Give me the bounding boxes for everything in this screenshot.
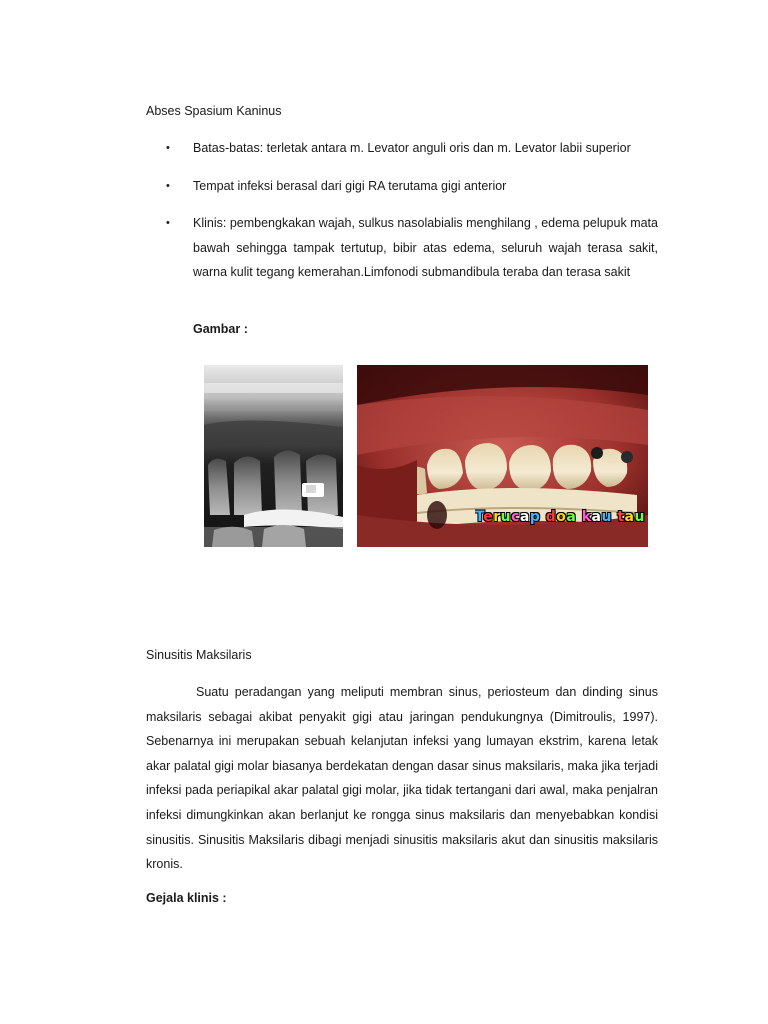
overlay-text: [475, 509, 645, 525]
overlay-letter: T: [475, 509, 484, 525]
bullet-list: [166, 136, 658, 298]
overlay-letter: e: [483, 509, 494, 525]
overlay-letter: d: [545, 509, 557, 525]
overlay-letter: u: [601, 509, 612, 525]
overlay-letter: u: [634, 509, 645, 525]
section-title-sinusitis-maksilaris: Sinusitis Maksilaris: [146, 648, 252, 662]
bullet-text: Tempat infeksi berasal dari gigi RA terutama gigi anterior: [193, 178, 507, 193]
overlay-letter: p: [529, 509, 541, 525]
overlay-letter: u: [500, 509, 512, 525]
list-item: [166, 174, 658, 199]
figure-label: Gambar :: [193, 322, 248, 336]
overlay-letter: c: [511, 509, 520, 525]
overlay-letter: a: [624, 509, 635, 525]
bullet-icon: •: [166, 142, 170, 154]
list-item: [166, 211, 658, 285]
overlay-letter: o: [556, 509, 567, 525]
overlay-letter: a: [519, 509, 530, 525]
overlay-letter: a: [591, 509, 602, 525]
bullet-icon: •: [166, 217, 170, 229]
body-paragraph: Suatu peradangan yang meliputi membran sinus, periosteum dan dinding sinus maksilaris sebagai akibat penyakit gigi atau jaringan pendukungnya (Dimitroulis, 1997). Sebenarnya ini merupakan sebuah kelanjutan infeksi yang lumayan ekstrim, karena letak akar palatal gigi molar biasanya berdekatan dengan dasar sinus maksilaris, maka jika terjadi infeksi pada periapikal akar palatal gigi molar, jika tidak tertangani dari awal, maka penjalran infeksi dimungkinkan akan berlanjut ke rongga sinus maksilaris dan menyebabkan kondisi sinusitis. Sinusitis Maksilaris dibagi menjadi sinusitis maksilaris akut dan sinusitis maksilaris kronis.: [146, 685, 658, 872]
bullet-icon: •: [166, 179, 170, 192]
overlay-letter: k: [581, 509, 592, 525]
xray-image: [204, 365, 343, 547]
bullet-text: Klinis: pembengkakan wajah, sulkus nasolabialis menghilang , edema pelupuk mata bawah sehingga tampak tertutup, bibir atas edema, seluruh wajah terasa sakit, warna kulit tegang kemerahan.Limfonodi submandibula teraba dan terasa sakit: [193, 216, 658, 279]
list-item: [166, 136, 658, 161]
section-title-abses-spasium-kaninus: Abses Spasium Kaninus: [146, 104, 282, 118]
bullet-text: Batas-batas: terletak antara m. Levator anguli oris dan m. Levator labii superior: [193, 141, 631, 155]
overlay-letter: a: [566, 509, 577, 525]
overlay-letter: t: [617, 509, 625, 525]
overlay-letter: r: [493, 509, 501, 525]
xray-illustration: [204, 365, 343, 547]
figure-overlay-caption: [475, 509, 658, 525]
subheading-gejala-klinis: Gejala klinis :: [146, 891, 227, 905]
